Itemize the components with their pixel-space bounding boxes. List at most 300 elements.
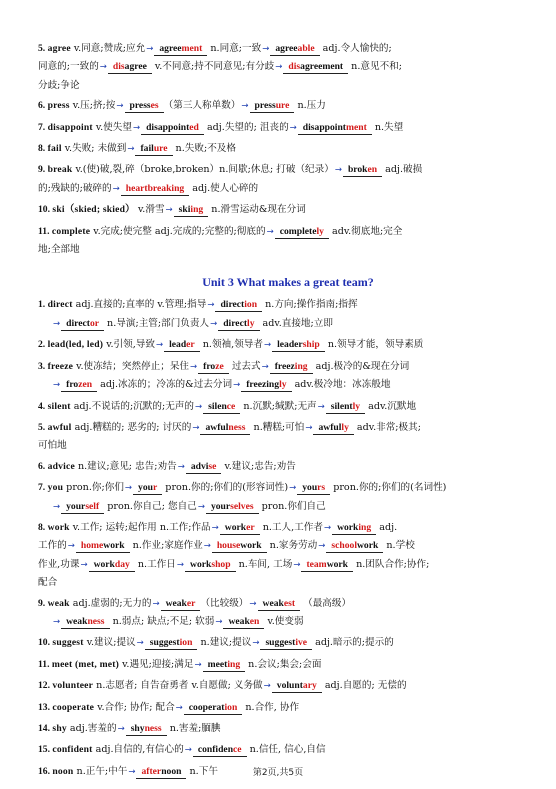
answer-blank <box>270 42 319 56</box>
arrow-right-icon: → <box>128 766 136 777</box>
definition-text: v.滑雪 <box>134 204 165 216</box>
definition-text: n.合作, 协作 <box>242 701 300 713</box>
arrow-right-icon: → <box>116 101 124 112</box>
entry-line <box>38 241 538 258</box>
definition-text: n.同意;一致 <box>207 43 262 54</box>
arrow-right-icon: → <box>176 559 185 570</box>
headword: you <box>47 482 64 494</box>
arrow-right-icon: → <box>263 681 271 692</box>
answer-blank <box>61 615 109 629</box>
answer-suffix-red: est <box>283 597 296 609</box>
answer-blank <box>250 99 295 113</box>
answer-suffix-red: ce <box>233 744 242 756</box>
entry-number: 7. <box>38 482 48 494</box>
definition-text: adj.虚弱的;无力的 <box>69 597 152 609</box>
arrow-right-icon: → <box>53 501 61 512</box>
answer-suffix-red: ly <box>316 225 324 237</box>
answer-suffix-red: ed <box>189 121 199 133</box>
definition-text: adj.害羞的 <box>66 723 117 734</box>
definition-text: n.工作日 <box>134 558 176 570</box>
answer-blank <box>121 182 189 196</box>
answer-stem: work <box>224 521 247 533</box>
entry-line <box>38 595 538 613</box>
answer-suffix-red: ing <box>358 521 372 533</box>
headword: agree <box>47 43 71 54</box>
answer-blank <box>174 203 209 217</box>
answer-suffix-red: house <box>216 540 241 552</box>
entry-number: 4. <box>38 400 48 412</box>
answer-suffix-red: ion <box>244 299 258 311</box>
answer-stem: work <box>337 521 359 533</box>
arrow-right-icon: → <box>210 318 218 329</box>
headword: shy <box>52 723 67 734</box>
spacer <box>38 781 538 784</box>
answer-stem: complete <box>279 225 317 237</box>
answer-blank <box>200 421 250 435</box>
definition-text: n.工人,工作者 <box>259 521 323 533</box>
entry-line <box>38 77 538 94</box>
definition-text: n.志愿者; 自告奋勇者 v.自愿做; 义务做 <box>93 680 263 692</box>
answer-suffix-red: ship <box>302 339 320 351</box>
answer-suffix-red: ce <box>226 400 236 412</box>
answer-stem: fro <box>66 379 79 391</box>
definition-text: 同意的;一致的 <box>38 61 99 73</box>
definition-text: v.建议;忠告;劝告 <box>221 460 296 472</box>
answer-suffix-red: es <box>150 100 159 112</box>
entry-number: 8. <box>38 143 48 155</box>
vocab-section-unit2 <box>38 40 538 261</box>
arrow-right-icon: → <box>53 616 61 627</box>
answer-blank <box>215 298 262 312</box>
answer-suffix-red: ly <box>279 379 287 391</box>
entry-number: 5. <box>38 421 48 433</box>
headword: noon <box>52 765 74 777</box>
answer-suffix-red: ment <box>346 121 367 133</box>
arrow-right-icon: → <box>289 483 297 494</box>
definition-text: n.意见不和; <box>348 61 403 73</box>
answer-blank <box>220 521 260 535</box>
definition-text: pron.你的;你们的(名词性) <box>330 482 447 494</box>
answer-blank <box>89 558 135 572</box>
answer-suffix-red: en <box>367 164 378 176</box>
answer-suffix-red: en <box>249 615 260 627</box>
answer-stem: volunt <box>276 680 303 692</box>
answer-suffix-red: school <box>331 540 357 552</box>
entry-line <box>38 223 538 241</box>
answer-blank <box>203 400 240 414</box>
answer-stem: advi <box>190 460 209 472</box>
answer-blank <box>125 99 164 113</box>
answer-suffix-red: ive <box>295 637 308 649</box>
definition-text: 配合 <box>38 577 58 589</box>
answer-stem: weak <box>228 615 250 627</box>
arrow-right-icon: → <box>289 122 297 133</box>
entry-line <box>38 97 538 115</box>
entry-line <box>38 656 538 674</box>
answer-blank <box>198 360 229 374</box>
answer-blank <box>297 481 330 495</box>
worksheet-page <box>38 40 538 784</box>
entry-line <box>38 458 538 476</box>
answer-blank <box>272 679 322 693</box>
entry-number: 10. <box>38 204 53 216</box>
headword: cooperate <box>52 701 95 713</box>
entry-line <box>38 358 538 376</box>
answer-stem: work <box>93 558 115 570</box>
arrow-right-icon: → <box>152 598 160 609</box>
arrow-right-icon: → <box>53 380 61 391</box>
definition-text: v.合作; 协作; 配合 <box>94 701 175 713</box>
answer-suffix-red: ary <box>302 680 317 692</box>
answer-stem: press <box>254 100 276 112</box>
definition-text: n.糟糕;可怕 <box>250 421 305 433</box>
headword: ski（skied; skied） <box>52 204 135 216</box>
entry-line <box>38 613 538 631</box>
arrow-right-icon: → <box>175 702 183 713</box>
answer-stem: freezing <box>246 379 280 391</box>
headword: suggest <box>52 637 84 649</box>
answer-suffix-red: ness <box>87 615 105 627</box>
definition-text: n.建议;意见; 忠告;劝告 <box>74 460 177 472</box>
definition-text: adj.冰冻的；冷冻的&过去分词 <box>97 379 233 391</box>
answer-blank <box>126 722 167 736</box>
headword: awful <box>47 421 72 433</box>
answer-stem: suggest <box>265 637 296 649</box>
answer-suffix-red: ure <box>153 143 168 155</box>
page-footer: 第2页,共5页 <box>252 768 304 778</box>
definition-text: 作业,功课 <box>38 558 80 570</box>
headword: press <box>47 100 70 112</box>
answer-blank <box>76 539 130 553</box>
definition-text: adj.糟糕的; 恶劣的; 讨厌的 <box>71 421 192 433</box>
definition-text: v.遇见;迎接;满足 <box>119 658 194 670</box>
arrow-right-icon: → <box>112 183 120 194</box>
definition-text: adj.自愿的; 无偿的 <box>321 680 407 692</box>
arrow-right-icon: → <box>192 422 200 433</box>
definition-text: n.失望 <box>371 121 404 133</box>
answer-suffix-red: ly <box>352 400 361 412</box>
indent <box>38 501 52 512</box>
answer-stem-after: work <box>103 540 125 552</box>
definition-text: adj.失望的; 沮丧的 <box>203 121 289 133</box>
answer-stem: lead <box>169 339 187 351</box>
answer-suffix-red: heartbreaking <box>125 182 185 194</box>
answer-suffix-red: ze <box>215 360 224 372</box>
definition-text: v.不同意;持不同意见;有分歧 <box>151 61 275 73</box>
entry-number: 6. <box>38 100 48 112</box>
definition-text: adv.非常;极其; <box>353 421 421 433</box>
entry-line <box>38 315 538 333</box>
headword: break <box>47 164 73 176</box>
definition-text: adj.不说话的;沉默的;无声的 <box>70 400 194 412</box>
arrow-right-icon: → <box>207 300 215 311</box>
answer-blank <box>218 317 259 331</box>
indent <box>38 379 52 390</box>
arrow-right-icon: → <box>197 501 205 512</box>
headword: fail <box>47 143 62 155</box>
answer-blank <box>133 481 162 495</box>
definition-text: pron.你们自己 <box>258 500 326 512</box>
entry-line <box>38 699 538 717</box>
answer-suffix-red: er <box>186 597 196 609</box>
answer-stem: silent <box>330 400 353 412</box>
arrow-right-icon: → <box>190 361 198 372</box>
answer-stem: fail <box>140 143 154 155</box>
indent <box>38 318 52 329</box>
entry-line <box>38 741 538 759</box>
answer-stem: direct <box>66 317 90 329</box>
answer-stem: shy <box>130 723 145 734</box>
definition-text: n.车间, 工场 <box>235 558 293 570</box>
definition-text: v.建议;提议 <box>83 637 136 649</box>
answer-suffix-red: home <box>80 540 104 552</box>
answer-stem: confiden <box>197 744 234 756</box>
definition-text: adv.彻底地;完全 <box>328 225 403 237</box>
answer-suffix-red: selves <box>230 500 254 512</box>
arrow-right-icon: → <box>80 559 88 570</box>
definition-text: （第三人称单数） <box>163 100 241 112</box>
headword: meet (met, met) <box>51 658 120 670</box>
definition-text: n.沉默;缄默;无声 <box>240 400 317 412</box>
entry-line <box>38 519 538 537</box>
entry-line <box>38 58 538 76</box>
definition-text: 可怕地 <box>38 440 67 452</box>
answer-stem: cooperat <box>188 701 225 713</box>
answer-blank <box>61 500 104 514</box>
answer-suffix-red: day <box>114 558 130 570</box>
entry-number: 12. <box>38 680 53 692</box>
definition-text: n.正午;中午 <box>73 765 128 777</box>
definition-text: v.压;挤;按 <box>69 100 116 112</box>
answer-suffix-red: team <box>306 558 327 570</box>
arrow-right-icon: → <box>233 380 241 391</box>
answer-stem: freez <box>274 360 295 372</box>
entry-number: 16. <box>38 765 53 777</box>
definition-text: adj.暗示的;提示的 <box>312 637 394 649</box>
answer-suffix-red: dis <box>288 61 301 73</box>
headword: complete <box>51 225 91 237</box>
headword: silent <box>47 400 71 412</box>
entry-number: 14. <box>38 723 53 734</box>
definition-text: pron.你;你们 <box>63 482 124 494</box>
arrow-right-icon: → <box>124 483 133 494</box>
definition-text: 分歧;争论 <box>38 79 80 91</box>
definition-text: adj.直接的;直率的 v.管理;指导 <box>72 299 207 311</box>
arrow-right-icon: → <box>334 165 342 176</box>
entry-number: 11. <box>38 225 52 237</box>
definition-text: n.滑雪运动&现在分词 <box>208 204 306 216</box>
arrow-right-icon: → <box>177 461 185 472</box>
arrow-right-icon: → <box>323 522 332 533</box>
arrow-right-icon: → <box>155 340 164 351</box>
entry-line <box>38 40 538 58</box>
answer-stem: work <box>190 558 212 570</box>
arrow-right-icon: → <box>99 62 107 73</box>
arrow-right-icon: → <box>249 598 257 609</box>
answer-blank <box>108 60 152 74</box>
definition-text: n.弱点; 缺点;不足; 软弱 <box>109 615 215 627</box>
answer-stem: weak <box>165 597 187 609</box>
entry-number: 6. <box>38 460 48 472</box>
answer-blank <box>141 121 204 135</box>
entry-line <box>38 498 538 516</box>
definition-text: （比较级） <box>200 597 249 609</box>
arrow-right-icon: → <box>195 401 203 412</box>
definition-text: n.失败;不及格 <box>172 143 236 155</box>
answer-blank <box>332 521 376 535</box>
definition-text: adj.令人愉快的; <box>319 43 392 54</box>
definition-text: n.作业;家庭作业 <box>129 540 203 552</box>
arrow-right-icon: → <box>67 541 75 552</box>
definition-text: n.团队合作;协作; <box>353 558 430 570</box>
arrow-right-icon: → <box>266 226 274 237</box>
arrow-right-icon: → <box>127 144 135 155</box>
arrow-right-icon: → <box>136 638 144 649</box>
entry-line <box>38 161 538 179</box>
answer-blank <box>283 60 348 74</box>
headword: confident <box>52 744 93 756</box>
definition-text: adj.使人心碎的 <box>189 182 259 194</box>
answer-stem: disappoint <box>302 121 346 133</box>
answer-suffix-red: ion <box>179 637 193 649</box>
answer-suffix-red: ness <box>144 723 162 734</box>
definition-text: v.失败; 未做到 <box>61 143 127 155</box>
answer-stem: you <box>302 482 318 494</box>
answer-blank <box>275 225 329 239</box>
arrow-right-icon: → <box>194 659 202 670</box>
entry-line <box>38 634 538 652</box>
definition-text: adv.极冷地：冰冻般地 <box>291 379 391 391</box>
answer-suffix-red: or <box>89 317 99 329</box>
definition-text: 工作的 <box>38 540 67 552</box>
answer-blank <box>298 121 372 135</box>
definition-text: adj.破损 <box>382 164 423 176</box>
entry-number: 1. <box>38 299 48 311</box>
answer-stem: suggest <box>149 637 180 649</box>
answer-blank <box>61 378 97 392</box>
spacer <box>38 258 538 261</box>
answer-stem: awful <box>205 421 229 433</box>
answer-stem: agree <box>159 43 182 54</box>
entry-line <box>38 677 538 695</box>
headword: freeze <box>47 360 74 372</box>
arrow-right-icon: → <box>53 318 61 329</box>
entry-number: 7. <box>38 121 48 133</box>
answer-suffix-red: er <box>246 521 255 533</box>
entry-line <box>38 296 538 314</box>
definition-text: n.方向;操作指南;指挥 <box>262 299 358 311</box>
answer-suffix-red: ure <box>275 100 290 112</box>
entry-line <box>38 479 538 497</box>
answer-suffix-red: ing <box>294 360 308 372</box>
headword: weak <box>47 597 70 609</box>
answer-suffix-red: self <box>85 500 100 512</box>
arrow-right-icon: → <box>261 361 269 372</box>
definition-text: adv.沉默地 <box>365 400 417 412</box>
answer-blank <box>164 338 200 352</box>
answer-stem: silen <box>208 400 227 412</box>
definition-text: （最高级） <box>300 597 352 609</box>
answer-stem: weak <box>66 615 88 627</box>
definition-text: v.工作; 运转;起作用 n.工作;作品 <box>69 521 211 533</box>
arrow-right-icon: → <box>117 724 125 734</box>
answer-blank <box>270 360 313 374</box>
entry-line <box>38 720 538 738</box>
answer-suffix-red: se <box>208 460 217 472</box>
answer-blank <box>186 460 222 474</box>
definition-text: v.完成;使完整 adj.完成的;完整的;彻底的 <box>90 225 266 237</box>
definition-text: n.信任, 信心,自信 <box>246 744 326 756</box>
answer-stem: you <box>138 482 153 494</box>
arrow-right-icon: → <box>305 422 313 433</box>
answer-suffix-red: rs <box>317 482 326 494</box>
headword: advice <box>47 460 75 472</box>
answer-blank <box>145 636 198 650</box>
answer-blank <box>258 597 301 611</box>
answer-blank <box>241 378 291 392</box>
definition-text: n.学校 <box>383 540 415 552</box>
definition-text: adj. <box>376 521 398 533</box>
answer-blank <box>154 42 207 56</box>
entry-line <box>38 398 538 416</box>
entry-number: 9. <box>38 164 48 176</box>
headword: direct <box>47 299 73 311</box>
answer-blank <box>61 317 104 331</box>
answer-stem: fro <box>203 360 216 372</box>
entry-number: 10. <box>38 637 53 649</box>
definition-text: adj.极冷的&现在分词 <box>312 360 410 372</box>
arrow-right-icon: → <box>215 616 223 627</box>
headword: disappoint <box>47 121 93 133</box>
answer-stem-after: work <box>326 558 349 570</box>
definition-text: pron.你自己; 您自己 <box>104 500 197 512</box>
definition-text: n.害羞;腼腆 <box>166 723 221 734</box>
answer-blank <box>135 142 172 156</box>
definition-text: v.使冻结；突然停止；呆住 <box>73 360 190 372</box>
definition-text: n.导演;主管;部门负责人 <box>104 317 210 329</box>
definition-text: v.同意;赞成;应允 <box>70 43 146 54</box>
definition-text: pron.你的;你们的(形容词性) <box>162 482 289 494</box>
answer-stem: agree <box>275 43 298 54</box>
entry-line <box>38 574 538 591</box>
definition-text: v.(使)破,裂,碎（broke,broken）n.间歇;休息; 打破（纪录） <box>72 164 334 176</box>
answer-stem: leader <box>277 339 303 351</box>
answer-stem: meet <box>207 658 228 670</box>
answer-stem-after: noon <box>161 765 182 777</box>
arrow-right-icon: → <box>146 44 154 54</box>
answer-suffix-red: after <box>141 765 162 777</box>
answer-stem: your <box>210 500 231 512</box>
entry-line <box>38 556 538 574</box>
answer-suffix-red: able <box>297 43 315 54</box>
entry-line <box>38 437 538 454</box>
definition-text: n.压力 <box>294 100 326 112</box>
answer-suffix-red: ness <box>228 421 246 433</box>
entry-line <box>38 201 538 219</box>
unit-title: Unit 3 What makes a great team? <box>202 275 374 290</box>
entry-line <box>38 140 538 158</box>
definition-text: n.家务劳动 <box>266 540 318 552</box>
answer-blank <box>212 539 267 553</box>
definition-text: adj.自信的,有信心的 <box>92 744 184 756</box>
arrow-right-icon: → <box>318 541 326 552</box>
headword: volunteer <box>52 680 94 692</box>
answer-stem: awful <box>318 421 342 433</box>
definition-text: v.使变弱 <box>264 615 304 627</box>
vocab-section-unit3 <box>38 296 538 784</box>
definition-text: n.建议;提议 <box>197 637 252 649</box>
arrow-right-icon: → <box>263 340 272 351</box>
